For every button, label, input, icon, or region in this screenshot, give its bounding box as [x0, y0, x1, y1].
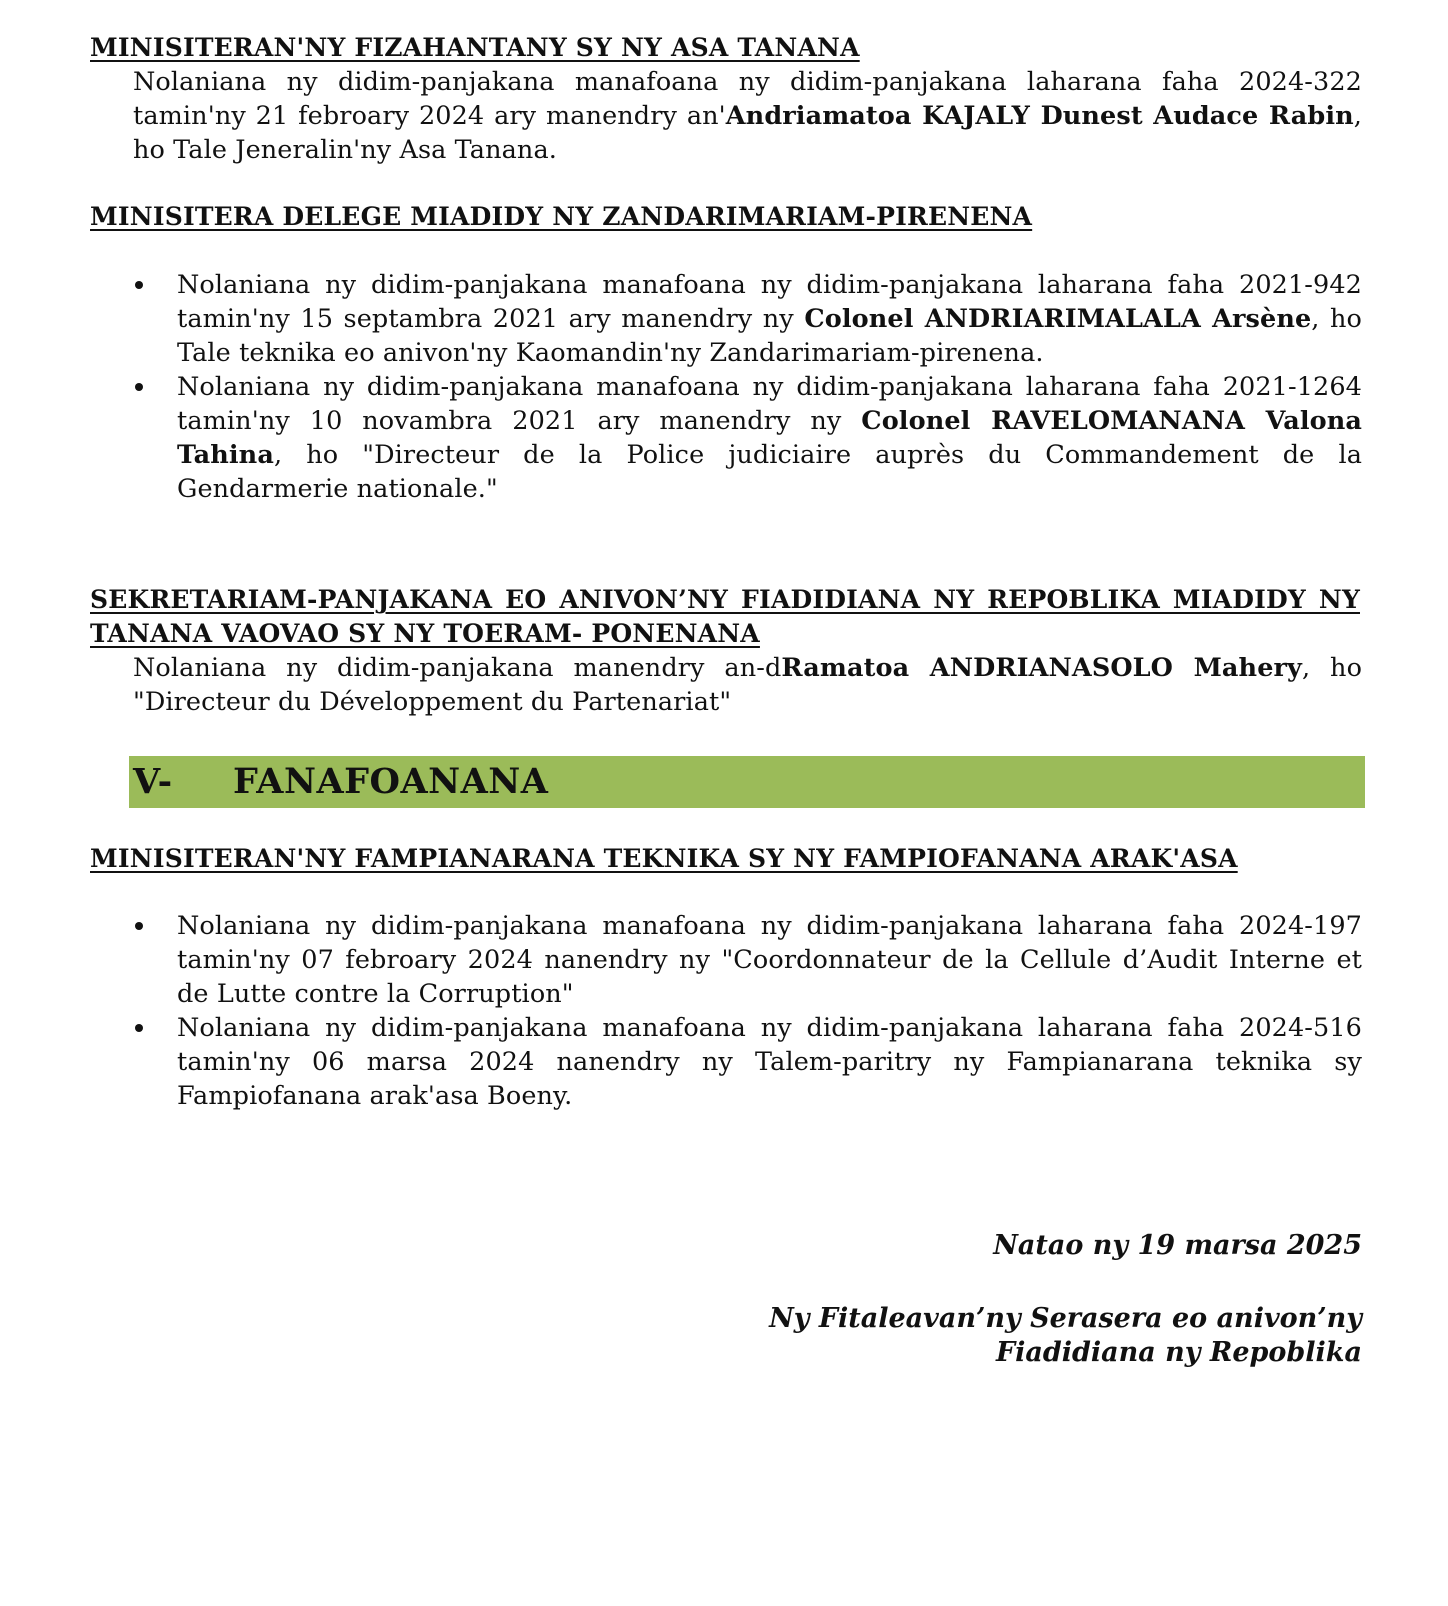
part-title: FANAFOANANA	[233, 761, 549, 802]
paragraph-text: , ho Tale Jeneralin'ny Asa Tanana.	[133, 101, 1363, 165]
appointee-name: Ramatoa ANDRIANASOLO Mahery	[781, 653, 1302, 683]
appointee-name: Colonel ANDRIARIMALALA Arsène	[804, 304, 1312, 334]
paragraph-sekretariam	[133, 651, 1362, 719]
part-number: V-	[133, 761, 173, 802]
paragraph-fizahantany	[133, 65, 1362, 167]
bullet-icon	[135, 1024, 143, 1032]
section-heading-sekretariam: SEKRETARIAM-PANJAKANA EO ANIVON’NY FIADIDIANA NY REPOBLIKA MIADIDY NY TANANA VAOVAO SY NY TOERAM- PONENANA	[90, 585, 1360, 648]
bullet-list-fampianarana	[133, 909, 1362, 1113]
paragraph-text: Nolaniana ny didim-panjakana manendry an-d	[133, 653, 782, 683]
paragraph-text: , ho "Directeur du Développement du Partenariat"	[133, 653, 1363, 717]
item-text: Nolaniana ny didim-panjakana manafoana ny didim-panjakana laharana faha 2021-1264 tamin'ny 10 novambra 2021 ary manendry ny	[177, 372, 1362, 436]
part-heading-bar	[129, 756, 1365, 808]
item-text: , ho "Directeur de la Police judiciaire auprès du Commandement de la Gendarmerie nationale."	[177, 440, 1362, 504]
section-heading-fizahantany: MINISITERAN'NY FIZAHANTANY SY NY ASA TANANA	[90, 33, 860, 62]
item-text: Nolaniana ny didim-panjakana manafoana ny didim-panjakana laharana faha 2024-197 tamin'ny 07 febroary 2024 nanendry ny "Coordonnateur de la Cellule d’Audit Interne et de Lutte contre la Corruption"	[177, 911, 1362, 1009]
signature-line-2: Fiadidiana ny Repoblika	[995, 1337, 1362, 1368]
appointee-name: Colonel RAVELOMANANA Valona Tahina	[177, 406, 1362, 470]
item-text: Nolaniana ny didim-panjakana manafoana ny didim-panjakana laharana faha 2021-942 tamin'ny 15 septambra 2021 ary manendry ny	[177, 270, 1362, 334]
bullet-icon	[135, 383, 143, 391]
bullet-icon	[135, 281, 143, 289]
section-heading-fampianarana: MINISITERAN'NY FAMPIANARANA TEKNIKA SY NY FAMPIOFANANA ARAK'ASA	[90, 844, 1238, 873]
bullet-list-zandarimariam	[133, 268, 1362, 506]
appointee-name: Andriamatoa KAJALY Dunest Audace Rabin	[725, 101, 1354, 131]
item-text: , ho Tale teknika eo anivon'ny Kaomandin'ny Zandarimariam-pirenena.	[177, 304, 1362, 368]
section-heading-zandarimariam: MINISITERA DELEGE MIADIDY NY ZANDARIMARIAM-PIRENENA	[90, 202, 1033, 231]
bullet-icon	[135, 922, 143, 930]
list-item	[133, 1011, 1362, 1113]
signature-line-1: Ny Fitaleavan’ny Serasera eo anivon’ny	[769, 1303, 1362, 1334]
list-item	[133, 909, 1362, 1011]
paragraph-text: Nolaniana ny didim-panjakana manafoana ny didim-panjakana laharana faha 2024-322 tamin'ny 21 febroary 2024 ary manendry an'	[133, 67, 1362, 131]
list-item	[133, 268, 1362, 370]
list-item	[133, 370, 1362, 506]
item-text: Nolaniana ny didim-panjakana manafoana ny didim-panjakana laharana faha 2024-516 tamin'ny 06 marsa 2024 nanendry ny Talem-paritry ny Fampianarana teknika sy Fampiofanana arak'asa Boeny.	[177, 1013, 1362, 1111]
signature-date: Natao ny 19 marsa 2025	[993, 1230, 1362, 1261]
